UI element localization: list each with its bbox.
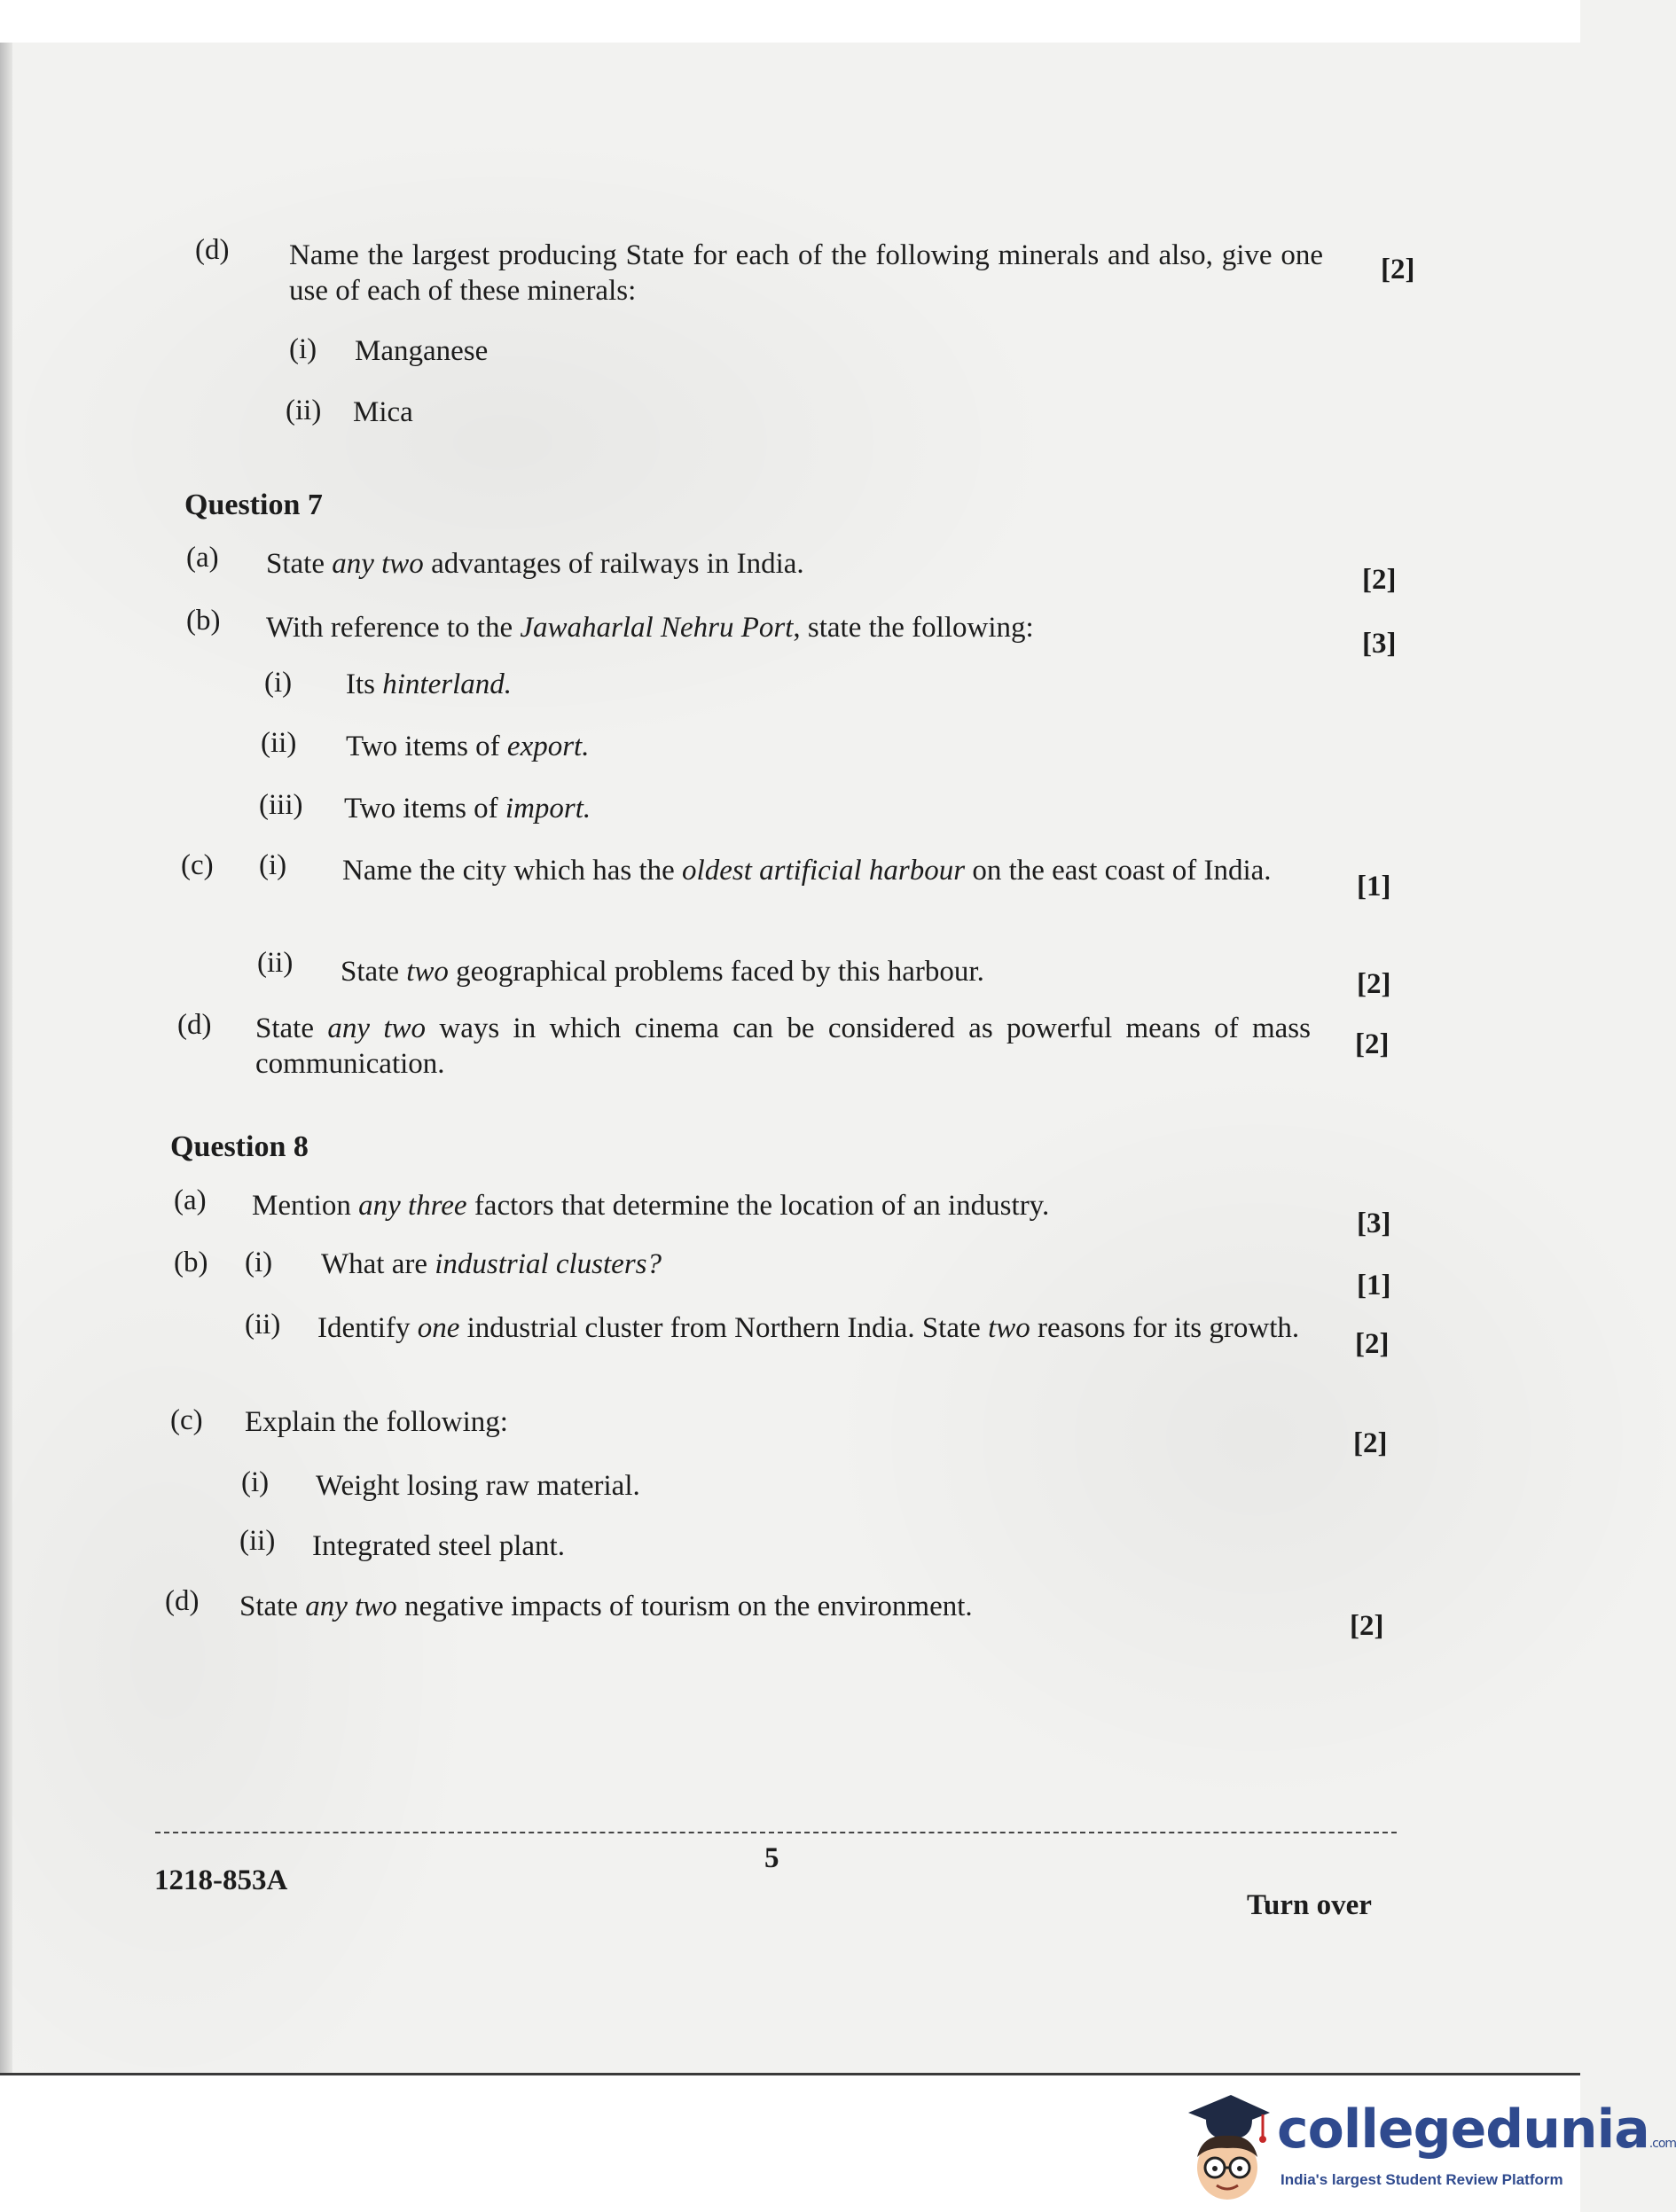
scan-border-top [0,0,1580,43]
q7b-ii-text: Two items of export. [346,731,590,762]
question-7-heading: Question 7 [184,489,323,521]
q8c-ii-text: Integrated steel plant. [312,1530,565,1562]
q7c-ii-label: (ii) [257,947,294,979]
q6d-i-label: (i) [289,333,317,365]
q7b-text: With reference to the Jawaharlal Nehru Port, state the following: [266,612,1034,644]
q8b-i-marks: [1] [1357,1270,1391,1301]
q8b-ii-text: Identify one industrial cluster from Northern India. State two reasons for its growth. [317,1312,1300,1344]
q7a-label: (a) [186,542,219,574]
q6d-text: Name the largest producing State for each of the following minerals and also, give one use of each of these minerals: [289,239,1323,307]
q7c-i-text: Name the city which has the oldest artificial harbour on the east coast of India. [342,855,1272,887]
q8c-text: Explain the following: [245,1406,508,1438]
q6d-ii-label: (ii) [286,395,322,426]
q7b-iii-label: (iii) [259,789,303,821]
brand-suffix: .com [1649,2137,1676,2151]
q8a-label: (a) [174,1184,207,1216]
q8c-ii-label: (ii) [239,1525,276,1557]
q6d-label: (d) [195,234,230,266]
q7c-i-label: (i) [259,849,287,881]
q7c-i-marks: [1] [1357,871,1391,903]
q7c-ii-text: State two geographical problems faced by this harbour. [341,956,984,988]
q8d-text: State any two negative impacts of tourism on the environment. [239,1591,973,1622]
dashed-divider [155,1832,1397,1833]
q8a-marks: [3] [1357,1208,1391,1239]
q6d-i-text: Manganese [355,335,489,367]
q8b-label: (b) [174,1247,208,1278]
q7b-i-label: (i) [264,667,293,699]
brand-name: collegedunia.com [1277,2099,1676,2161]
q8b-i-text: What are industrial clusters? [321,1248,662,1280]
paper-code: 1218-853A [154,1864,288,1896]
question-8-heading: Question 8 [170,1130,309,1163]
q8d-marks: [2] [1350,1610,1384,1642]
q8b-ii-marks: [2] [1355,1328,1390,1360]
q6d-marks: [2] [1381,254,1415,285]
q6d-ii-text: Mica [353,396,413,428]
q7d-label: (d) [177,1009,212,1041]
q8b-ii-label: (ii) [245,1309,281,1340]
q7b-label: (b) [186,605,221,637]
page-number: 5 [764,1842,779,1874]
q8c-i-label: (i) [241,1466,270,1498]
q7d-text: State any two ways in which cinema can be considered as powerful means of mass communication. [255,1012,1311,1080]
scan-border-left [0,43,12,2073]
brand-tagline: India's largest Student Review Platform [1280,2171,1563,2188]
q7b-iii-text: Two items of import. [344,793,591,825]
q7c-ii-marks: [2] [1357,968,1391,1000]
collegedunia-watermark [1171,2088,1676,2203]
q7b-i-text: Its hinterland. [346,668,512,700]
graduate-mascot-icon [1171,2088,1277,2203]
q8c-marks: [2] [1353,1427,1388,1459]
q8a-text: Mention any three factors that determine the location of an industry. [252,1190,1050,1222]
q8c-label: (c) [170,1404,203,1436]
q7d-marks: [2] [1355,1028,1390,1060]
q8d-label: (d) [165,1585,200,1617]
q7c-label: (c) [181,849,214,881]
q7b-ii-label: (ii) [261,727,297,759]
q7a-text: State any two advantages of railways in India. [266,548,804,580]
turn-over-text: Turn over [1247,1889,1372,1921]
q8b-i-label: (i) [245,1247,273,1278]
q7b-marks: [3] [1362,628,1397,660]
q8c-i-text: Weight losing raw material. [316,1470,640,1502]
q7a-marks: [2] [1362,564,1397,596]
